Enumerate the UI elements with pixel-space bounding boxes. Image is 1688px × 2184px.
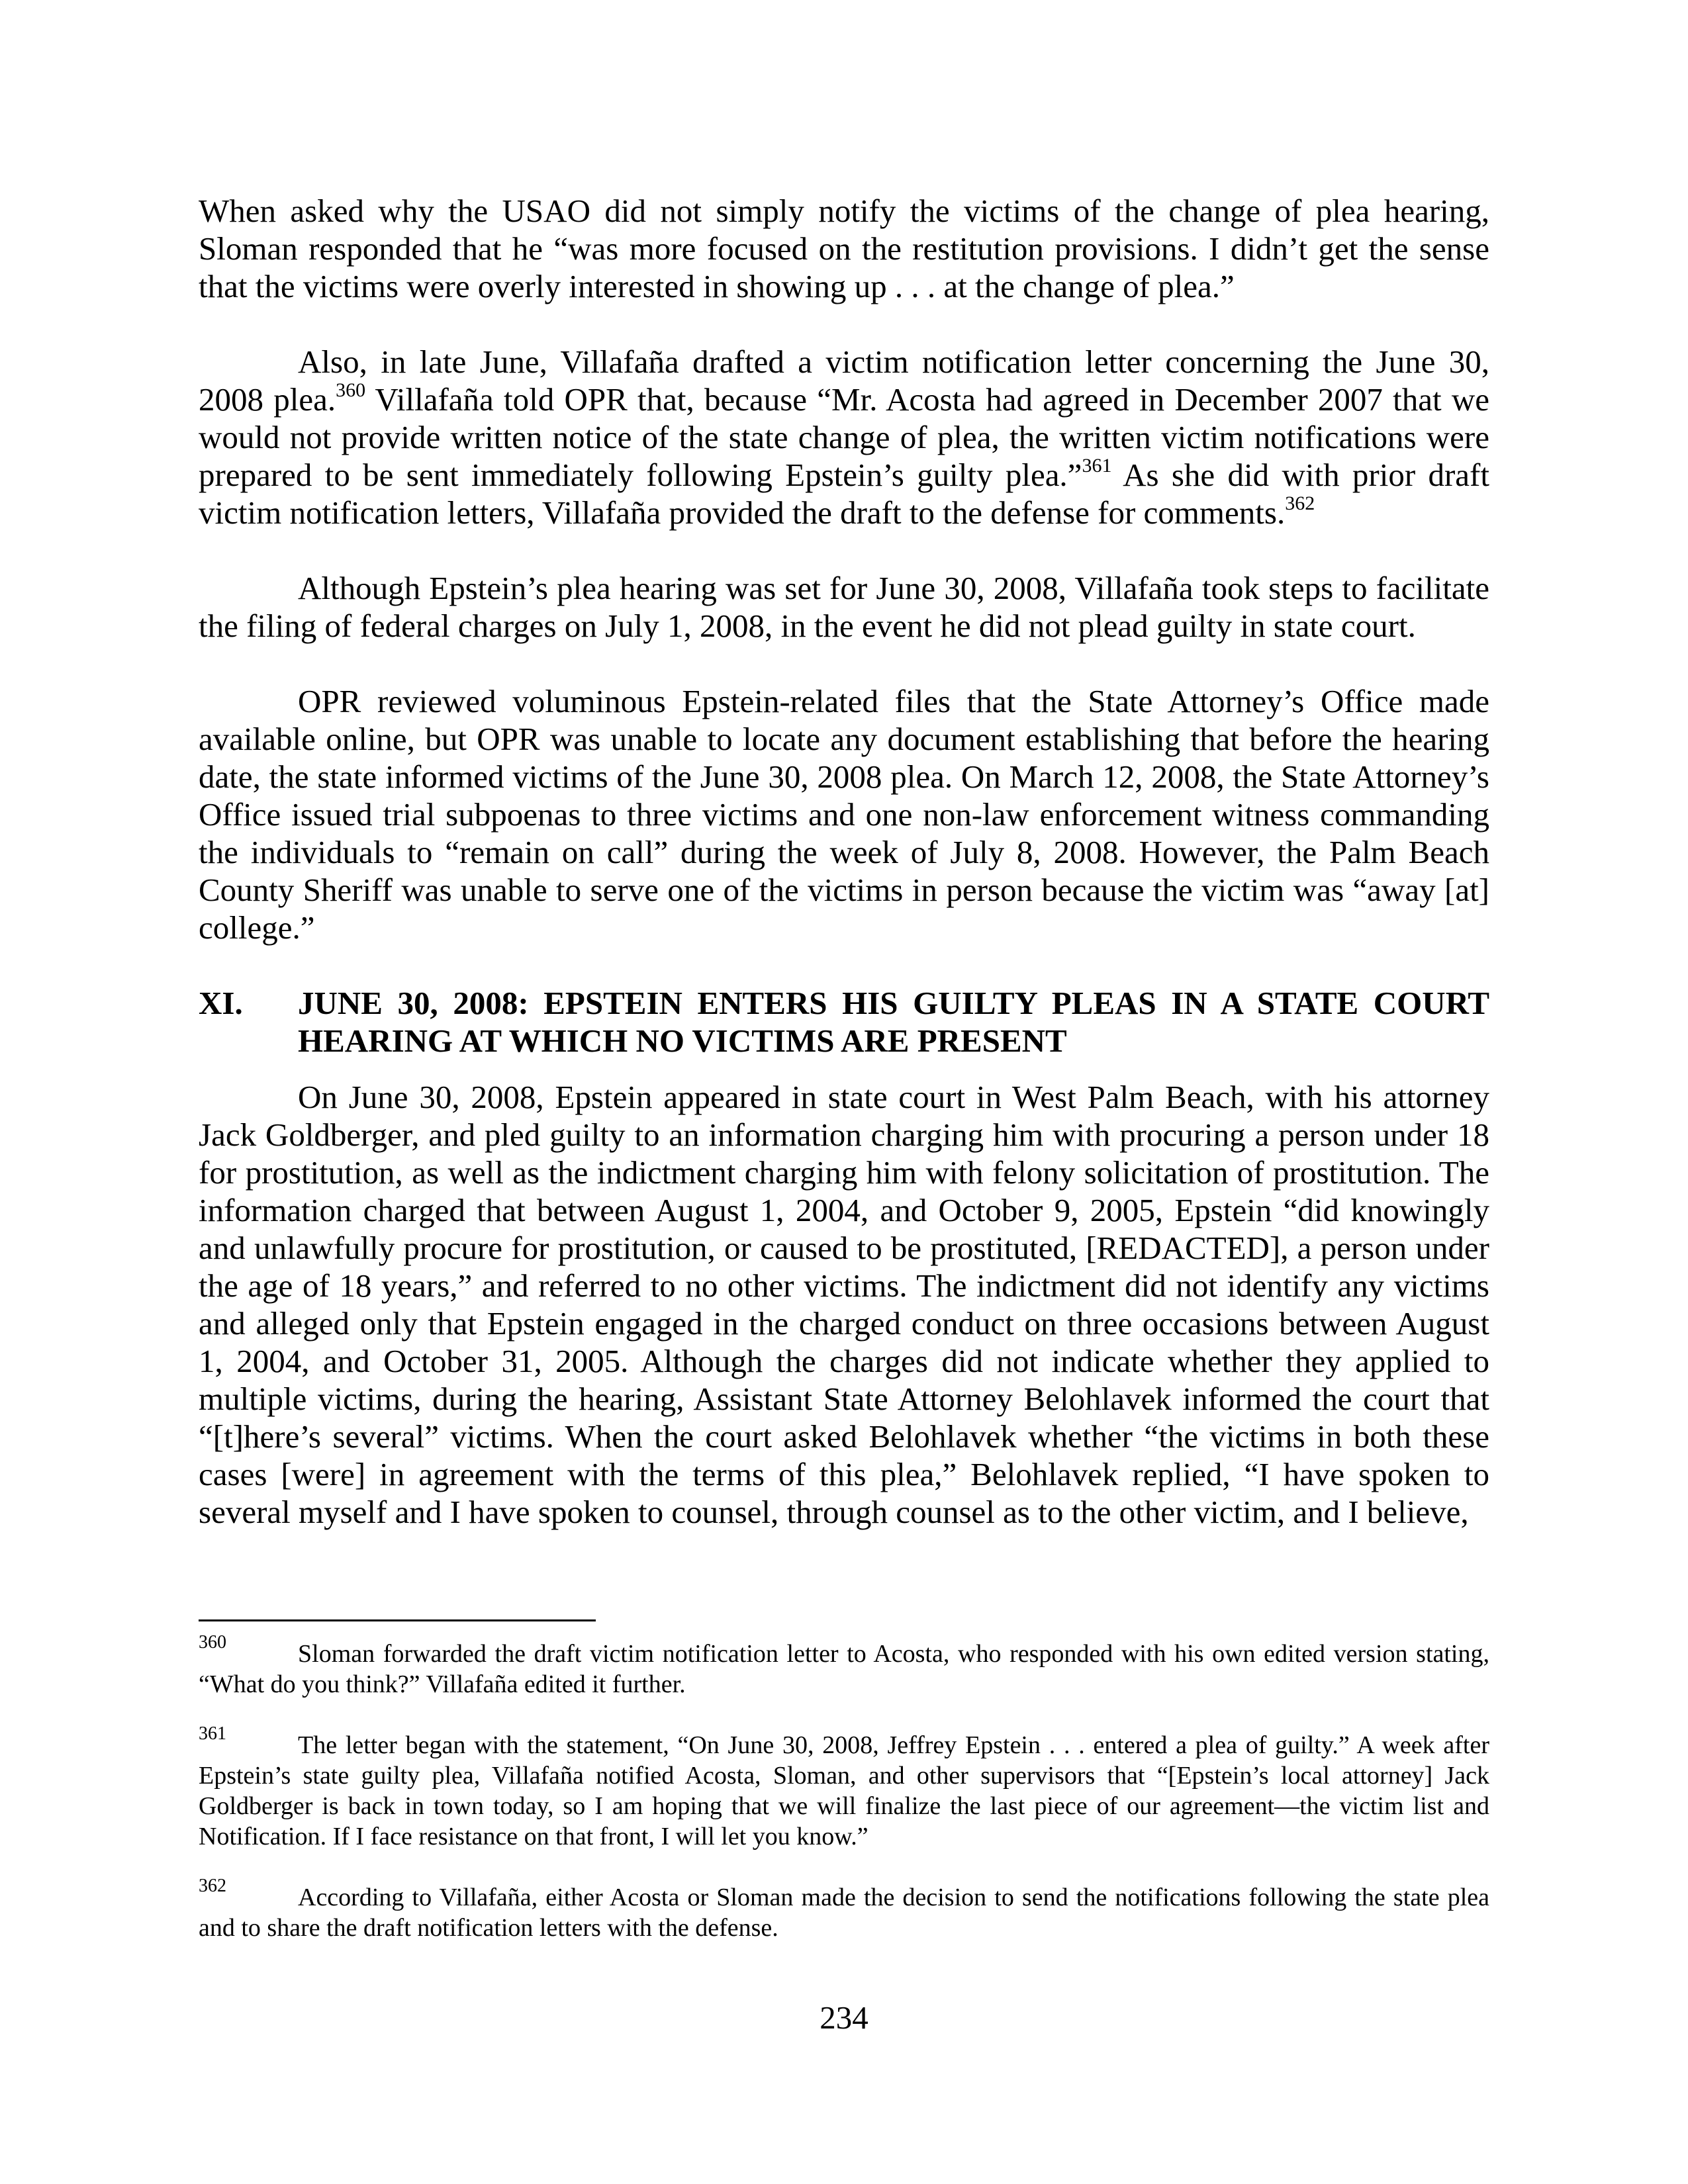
footnote-360: [199, 1632, 1489, 1700]
footnote-361: [199, 1723, 1489, 1852]
footnotes: [199, 1632, 1489, 1974]
paragraph-victim-notification-letter: [199, 343, 1489, 531]
footnote-text: Sloman forwarded the draft victim notification letter to Acosta, who responded with his own edited version stating, “What do you think?” Villafaña edited it further.: [199, 1640, 1489, 1698]
paragraph-plea-hearing: On June 30, 2008, Epstein appeared in state court in West Palm Beach, with his attorney Jack Goldberger, and pled guilty to an information charging him with procuring a person under 18 for prostitution, as well as the indictment charging him with felony solicitation of prostitution. The information charged that between August 1, 2004, and October 9, 2005, Epstein “did knowingly and unlawfully procure for prostitution, or caused to be prostituted, [REDACTED], a person under the age of 18 years,” and referred to no other victims. The indictment did not identify any victims and alleged only that Epstein engaged in the charged conduct on three occasions between August 1, 2004, and October 31, 2005. Although the charges did not indicate whether they applied to multiple victims, during the hearing, Assistant State Attorney Belohlavek informed the court that “[t]here’s several” victims. When the court asked Belohlavek whether “the victims in both these cases [were] in agreement with the terms of this plea,” Belohlavek replied, “I have spoken to several myself and I have spoken to counsel, through counsel as to the other victim, and I believe,: [199, 1079, 1489, 1530]
document-body: [199, 192, 1489, 1531]
footnote-text: According to Villafaña, either Acosta or Sloman made the decision to send the notifications following the state plea and to share the draft notification letters with the defense.: [199, 1884, 1489, 1942]
page-number: 234: [820, 1999, 868, 2036]
footnote-reference: 360: [336, 379, 366, 401]
footnote-reference: 361: [1082, 454, 1112, 477]
paragraph-segment: As she did with prior draft victim notification letters, Villafaña provided the draft to the defense for comments.: [199, 457, 1489, 531]
paragraph-opr-review: OPR reviewed voluminous Epstein-related files that the State Attorney’s Office made available online, but OPR was unable to locate any document establishing that before the hearing date, the state informed victims of the June 30, 2008 plea. On March 12, 2008, the State Attorney’s Office issued trial subpoenas to three victims and one non-law enforcement witness commanding the individuals to “remain on call” during the week of July 8, 2008. However, the Palm Beach County Sheriff was unable to serve one of the victims in person because the victim was “away [at] college.”: [199, 683, 1489, 946]
footnote-number: 362: [199, 1876, 226, 1896]
paragraph-segment: Villafaña told OPR that, because “Mr. Acosta had agreed in December 2007 that we would not provide written notice of the state change of plea, the written victim notifications were prepared to be sent immediately following Epstein’s guilty plea.”: [199, 381, 1489, 493]
footnote-number: 360: [199, 1632, 226, 1653]
section-title: JUNE 30, 2008: EPSTEIN ENTERS HIS GUILTY PLEAS IN A STATE COURT HEARING AT WHICH NO VICTIMS ARE PRESENT: [298, 985, 1489, 1059]
footnote-divider: [199, 1619, 596, 1621]
footnote-text: The letter began with the statement, “On June 30, 2008, Jeffrey Epstein . . . entered a plea of guilty.” A week after Epstein’s state guilty plea, Villafaña notified Acosta, Sloman, and other supervisors that “[Epstein’s local attorney] Jack Goldberger is back in town today, so I am hoping that we will finalize the last piece of our agreement—the victim list and Notification. If I face resistance on that front, I will let you know.”: [199, 1731, 1489, 1850]
footnote-reference: 362: [1285, 492, 1315, 514]
footnote-number: 361: [199, 1723, 226, 1744]
paragraph-sloman-response: When asked why the USAO did not simply notify the victims of the change of plea hearing, Sloman responded that he “was more focused on the restitution provisions. I didn’t get the sense that the victims were overly interested in showing up . . . at the change of plea.”: [199, 193, 1489, 304]
paragraph-segment: Also, in late June, Villafaña drafted a victim notification letter concerning the June 30, 2008 plea.: [199, 343, 1489, 418]
paragraph-federal-charges: Although Epstein’s plea hearing was set for June 30, 2008, Villafaña took steps to facilitate the filing of federal charges on July 1, 2008, in the event he did not plead guilty in state court.: [199, 570, 1489, 644]
footnote-362: [199, 1876, 1489, 1943]
section-heading: [199, 984, 1489, 1060]
section-number: XI.: [199, 985, 243, 1021]
